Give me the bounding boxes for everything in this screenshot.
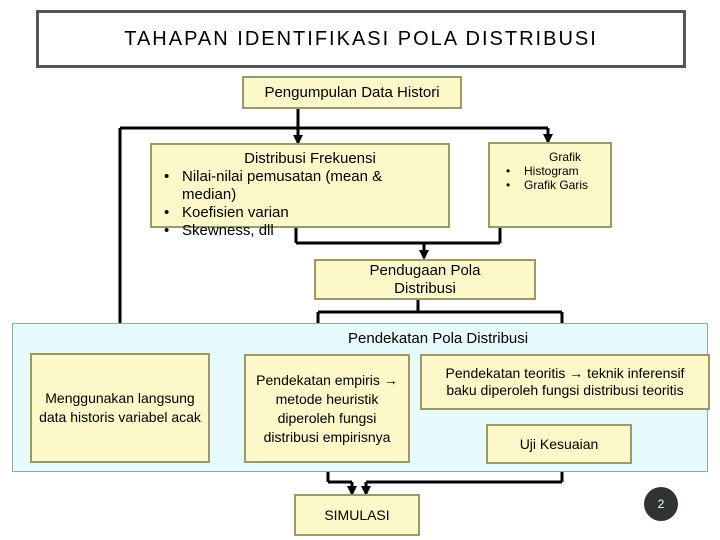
pendekatan-teoritis-box bbox=[420, 354, 710, 410]
list-item: • Grafik Garis bbox=[506, 178, 589, 192]
pendugaan-pola-box bbox=[314, 259, 536, 300]
distribusi-frekuensi-box bbox=[150, 143, 450, 239]
menggunakan-langsung-label: Menggunakan langsung data historis variabel acak bbox=[39, 390, 201, 425]
page-number-badge bbox=[644, 487, 678, 521]
list-item: • Histogram bbox=[506, 164, 579, 178]
grafik-list bbox=[496, 164, 604, 192]
pendekatan-pola-label: Pendekatan Pola Distribusi bbox=[348, 330, 529, 347]
grafik-heading: Grafik bbox=[548, 150, 581, 164]
grafik-box bbox=[488, 142, 612, 228]
simulasi-label: SIMULASI bbox=[324, 507, 390, 523]
uji-kesuaian-label: Uji Kesuaian bbox=[519, 436, 599, 452]
simulasi-box bbox=[294, 494, 420, 536]
uji-kesuaian-box bbox=[486, 424, 632, 464]
pendekatan-teoritis-label: Pendekatan teoritis → teknik inferensif baku diperoleh fungsi distribusi teoritis bbox=[445, 365, 685, 398]
slide-title: TAHAPAN IDENTIFIKASI POLA DISTRIBUSI bbox=[36, 10, 686, 68]
menggunakan-langsung-box bbox=[30, 353, 210, 463]
list-item: • Koefisien varian bbox=[164, 204, 289, 221]
pendekatan-empiris-label: Pendekatan empiris → metode heuristik diperoleh fungsi distribusi empirisnya bbox=[256, 371, 398, 445]
list-item: • Nilai-nilai pemusatan (mean & median) bbox=[164, 168, 383, 203]
pendekatan-empiris-box bbox=[244, 354, 410, 463]
distribusi-frekuensi-list bbox=[160, 168, 440, 240]
distribusi-frekuensi-heading: Distribusi Frekuensi bbox=[244, 150, 376, 167]
list-item: • Skewness, dll bbox=[164, 222, 274, 239]
pengumpulan-data-label: Pengumpulan Data Histori bbox=[264, 83, 440, 101]
pengumpulan-data-box bbox=[242, 76, 462, 109]
page-number: 2 bbox=[657, 497, 665, 511]
pendugaan-pola-label: Pendugaan Pola Distribusi bbox=[369, 261, 481, 297]
